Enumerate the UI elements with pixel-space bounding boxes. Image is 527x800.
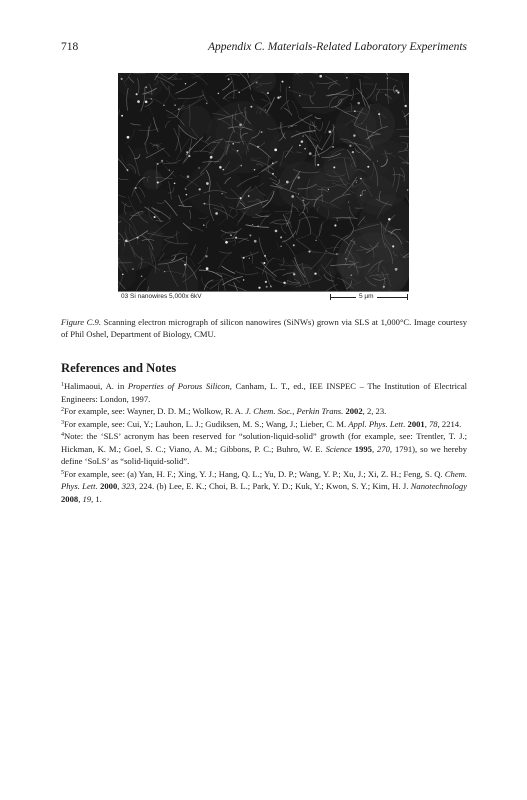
note-text: For example, see: (a) Yan, H. F.; Xing, Y. J.; Hang, Q. L.; Yu, D. P.; Wang, Y. P.; Xu, J.; Xi, Z. H.; Feng, S. Q. [64, 468, 445, 479]
note-text: Chem. Phys. Lett. [61, 468, 467, 491]
note-item [61, 405, 467, 418]
note-text: Nanotechnology [410, 481, 468, 491]
page-number: 718 [61, 41, 79, 53]
note-text: , Canham, L. T., ed., IEE INSPEC – The Institution of Electrical Engineers: London, 1997. [61, 381, 468, 404]
caption-text: Scanning electron micrograph of silicon nanowires (SiNWs) grown via SLS at 1,000°C. Image courtesy of Phil Oshel, Department of Biology, CMU. [61, 317, 468, 339]
note-text: Properties of Porous Silicon [127, 381, 230, 391]
note-text: , [424, 418, 429, 429]
figure-caption [61, 317, 467, 340]
note-text: , 2, 23. [362, 406, 387, 416]
note-text: 1995 [354, 443, 372, 454]
micrograph-info-bar [118, 291, 409, 303]
note-text: 2008 [61, 493, 79, 504]
scale-bar-tick-right [407, 294, 408, 300]
note-item [61, 418, 467, 431]
note-text: 270 [377, 443, 390, 454]
note-text: , 1. [91, 493, 102, 504]
running-title: Appendix C. Materials-Related Laboratory Experiments [207, 41, 467, 53]
note-text: , [371, 443, 378, 454]
scale-bar [330, 292, 408, 302]
note-text: Appl. Phys. Lett. [348, 418, 406, 429]
note-item [61, 380, 467, 405]
note-text: 2001 [407, 418, 425, 429]
scale-bar-tick-left [330, 294, 331, 300]
note-text: 19 [82, 493, 92, 504]
running-head [61, 40, 467, 54]
imprint-meta: 03 Si nanowires 5,000x 6kV [121, 293, 202, 300]
note-number: 1 [61, 382, 64, 388]
note-text: Note: the ‘SLS’ acronym has been reserved for “solution-liquid-solid” growth (for example, see: Trentler, T. J.; Hickman, K. M.; Goel, S. C.; Viano, A. M.; Gibbons, P. C.; Buhro, W. E. [61, 431, 467, 454]
scale-bar-label: 5 µm [356, 292, 377, 302]
note-text: , 1791), so we hereby define ‘SoLS’ as “solid-liquid-solid”. [61, 443, 468, 466]
note-text: , 224. (b) Lee, E. K.; Choi, B. L.; Park, Y. D.; Kuk, Y.; Kwon, S. Y.; Kim, H. J. [134, 481, 411, 491]
note-number: 4 [61, 432, 64, 438]
note-text: , 2214. [437, 418, 462, 429]
note-text: , [78, 493, 83, 504]
sem-micrograph-image [118, 73, 409, 291]
note-number: 3 [61, 419, 64, 426]
note-item [61, 468, 467, 506]
sem-texture [118, 73, 409, 291]
note-text: 323 [121, 481, 135, 491]
note-number: 2 [61, 407, 64, 413]
note-text: Science [325, 443, 352, 454]
note-text: , [117, 481, 122, 491]
note-text: For example, see: Wayner, D. D. M.; Wolkow, R. A. [64, 406, 246, 416]
note-text: J. Chem. Soc., Perkin Trans. [245, 406, 344, 416]
note-text: For example, see: Cui, Y.; Lauhon, L. J.; Gudiksen, M. S.; Wang, J.; Lieber, C. M. [64, 418, 349, 429]
notes-list [61, 380, 467, 505]
note-text: 2000 [100, 481, 118, 491]
note-text: 78 [429, 418, 438, 429]
note-item [61, 430, 467, 468]
figure-label: Figure C.9. [61, 317, 101, 327]
note-text: 2002 [345, 406, 363, 416]
note-text: Halimaoui, A. in [64, 381, 128, 391]
note-number: 5 [61, 469, 64, 476]
section-heading: References and Notes [61, 361, 177, 375]
